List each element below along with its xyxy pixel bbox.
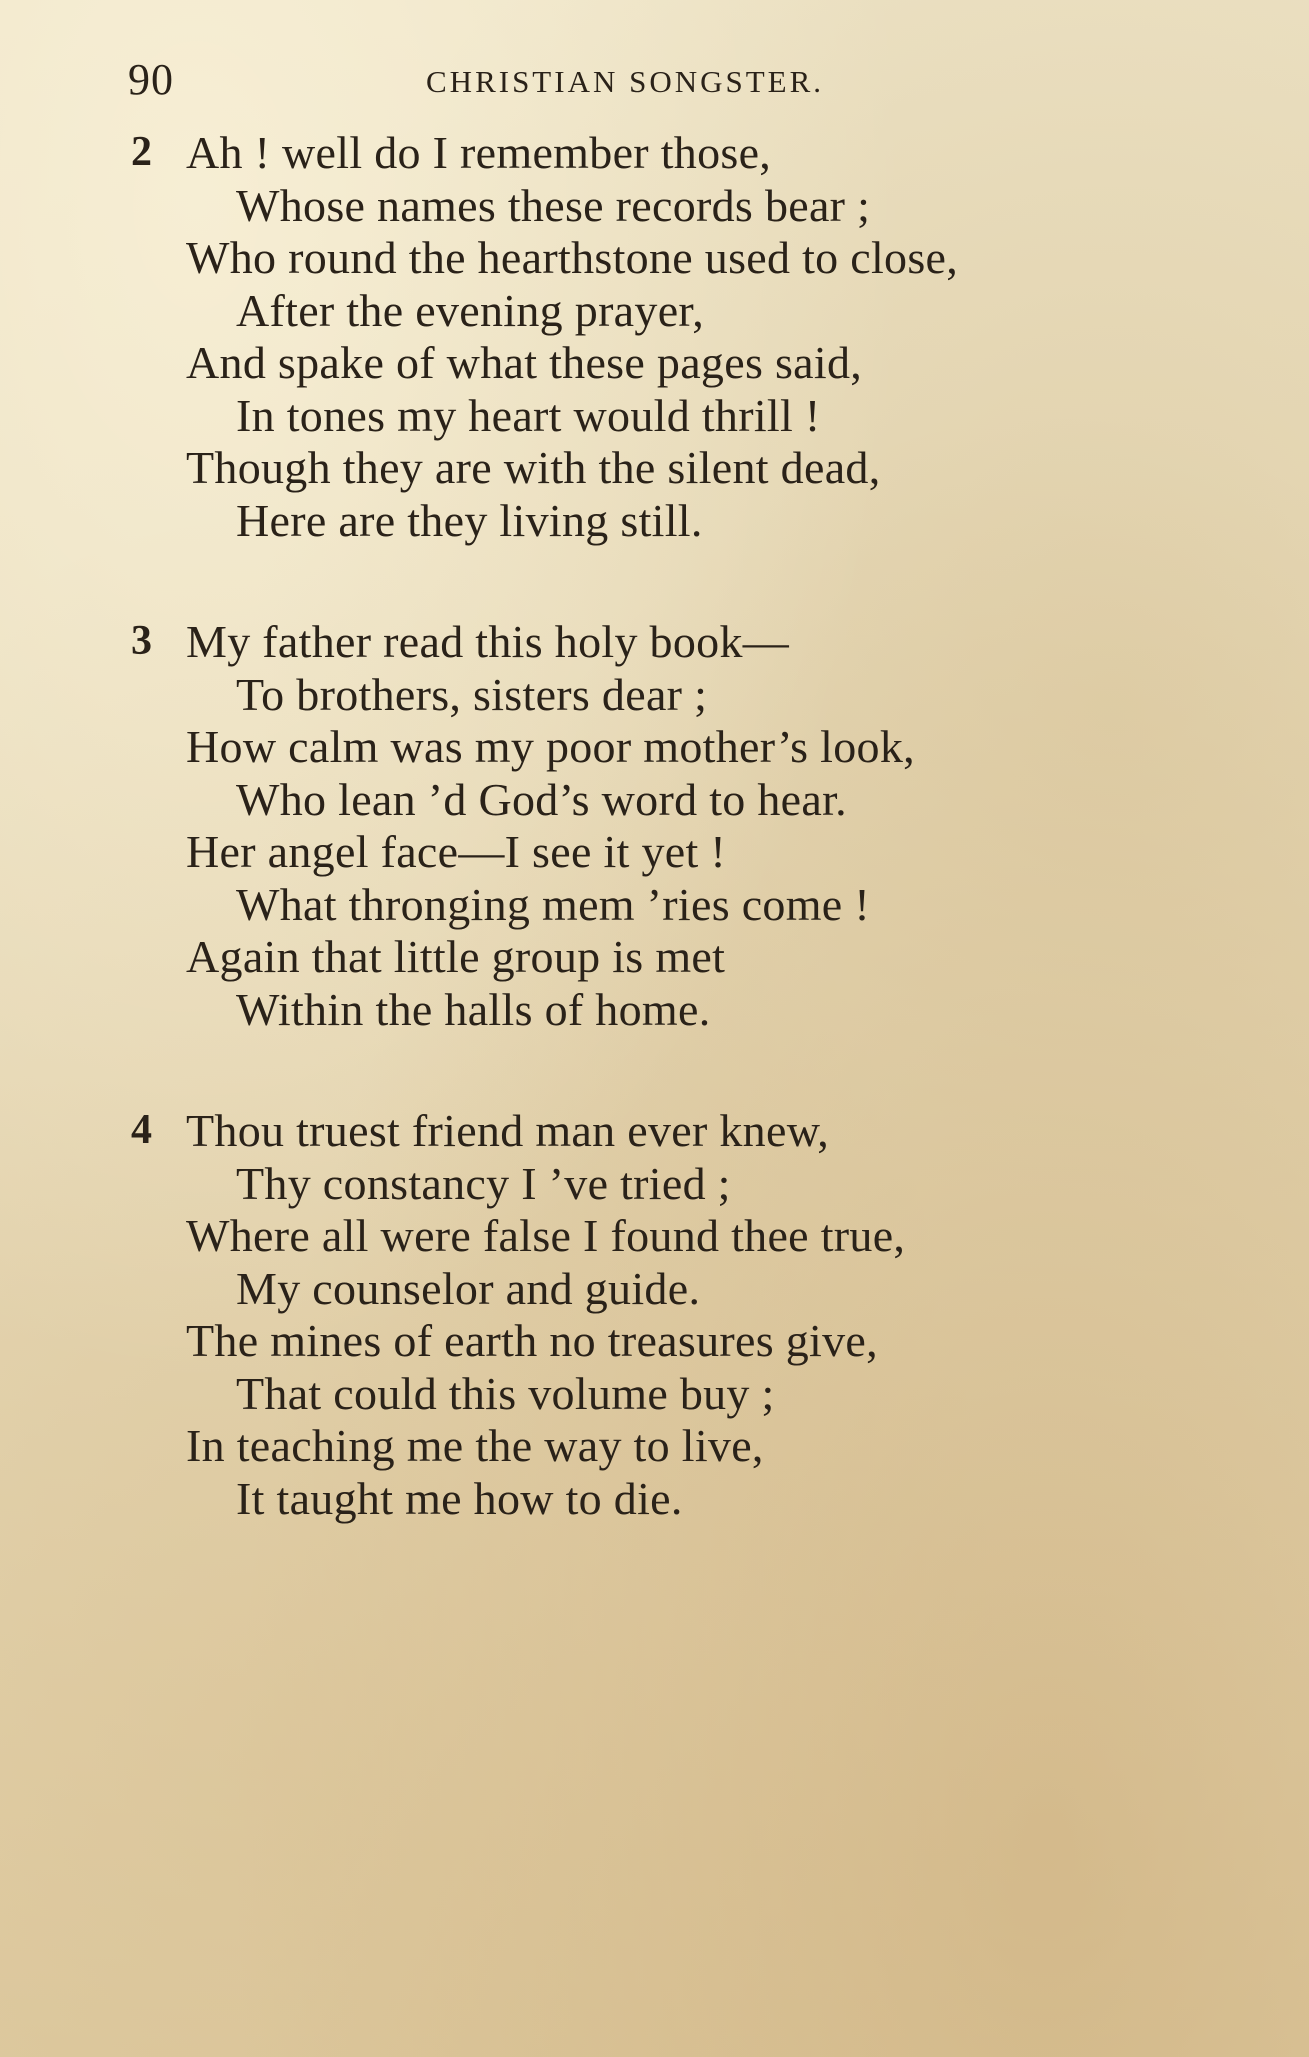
verse-line: Her angel face—I see it yet ! — [186, 826, 726, 877]
verse-line: Who lean ’d God’s word to hear. — [236, 774, 847, 825]
verse-line: What thronging mem ’ries come ! — [236, 879, 870, 930]
stanza-number: 4 — [131, 1107, 152, 1153]
verse-line: Whose names these records bear ; — [236, 180, 871, 231]
page-header — [128, 50, 1128, 110]
verse-line: The mines of earth no treasures give, — [186, 1315, 878, 1366]
verse-line: After the evening prayer, — [236, 285, 704, 336]
verse-line: In tones my heart would thrill ! — [236, 390, 821, 441]
page-number: 90 — [128, 55, 174, 104]
verse-line: Again that little group is met — [186, 931, 726, 982]
verse-line: Thou truest friend man ever knew, — [186, 1105, 830, 1156]
verse-line: It taught me how to die. — [236, 1473, 683, 1524]
verse-line: That could this volume buy ; — [236, 1368, 775, 1419]
running-head: CHRISTIAN SONGSTER. — [426, 64, 825, 99]
verse-line: My father read this holy book— — [186, 616, 790, 667]
verse-line: Within the halls of home. — [236, 984, 711, 1035]
stanza-number: 3 — [131, 618, 152, 664]
verse-line: And spake of what these pages said, — [186, 337, 863, 388]
verse-line: Here are they living still. — [236, 495, 703, 546]
verse-line: In teaching me the way to live, — [186, 1420, 764, 1471]
verse-line: How calm was my poor mother’s look, — [186, 721, 915, 772]
verse-line: Where all were false I found thee true, — [186, 1210, 906, 1261]
verse-line: To brothers, sisters dear ; — [236, 669, 708, 720]
stanza-number: 2 — [131, 129, 152, 175]
verse-line: Though they are with the silent dead, — [186, 442, 881, 493]
verse-line: Ah ! well do I remember those, — [186, 127, 772, 178]
verse-line: My counselor and guide. — [236, 1263, 701, 1314]
verse-line: Who round the hearthstone used to close, — [186, 232, 959, 283]
verse-line: Thy constancy I ’ve tried ; — [236, 1158, 731, 1209]
